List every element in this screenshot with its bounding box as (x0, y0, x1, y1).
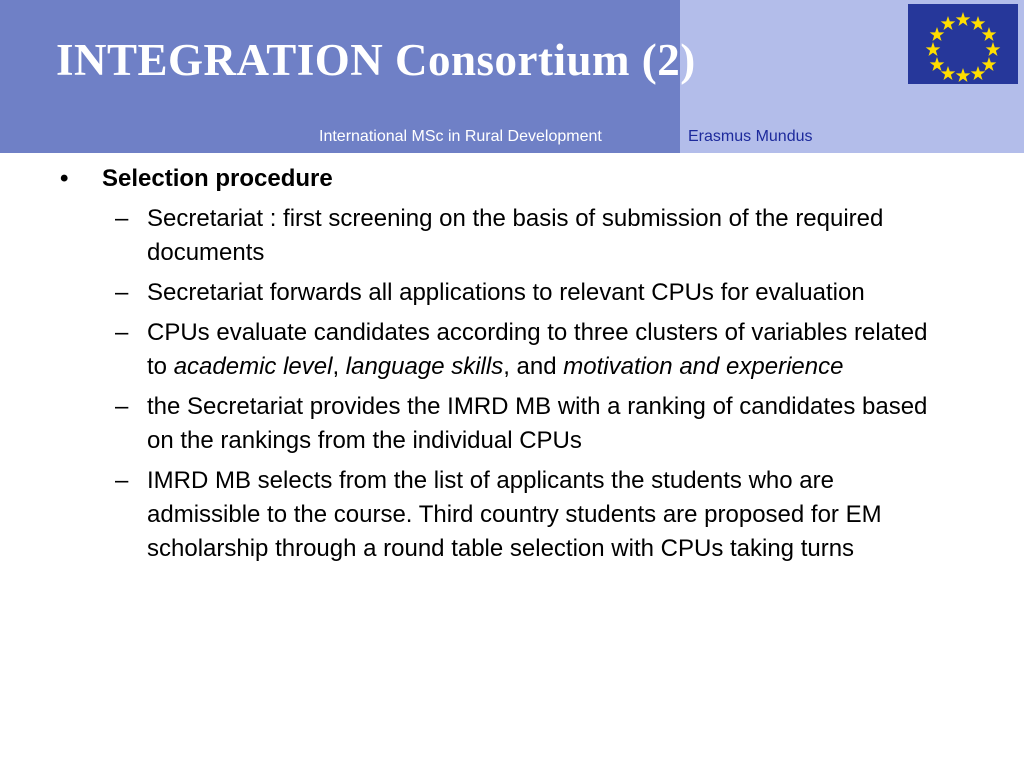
slide-body (60, 162, 960, 566)
emphasis-language-skills: language skills (345, 353, 504, 380)
sub-bullet-text: Secretariat forwards all applications to relevant CPUs for evaluation (147, 279, 865, 306)
eu-stars-icon (908, 4, 1018, 84)
sub-bullet-text: the Secretariat provides the IMRD MB with a ranking of candidates based on the rankings from the individual CPUs (147, 393, 928, 454)
emphasis-academic-level: academic level (173, 353, 333, 380)
sub-bullet-5 (60, 464, 960, 566)
sub-bullet-4 (60, 390, 960, 458)
dash-icon: – (115, 467, 129, 494)
sub-bullet-text: IMRD MB selects from the list of applicants the students who are admissible to the course. Third country students are proposed for EM scholarship through a round table selection with CPUs taking turns (147, 467, 882, 562)
eu-flag-logo (908, 4, 1018, 84)
slide-title: INTEGRATION Consortium (2) (56, 35, 696, 85)
bullet-heading: Selection procedure (102, 165, 333, 192)
bullet-selection-procedure (60, 162, 960, 196)
text-separator: , (332, 353, 346, 380)
sub-bullet-text (147, 316, 947, 384)
sub-bullet-text: Secretariat : first screening on the basis of submission of the required documents (147, 205, 884, 266)
dash-icon: – (115, 205, 129, 232)
sub-bullet-3 (60, 316, 960, 384)
dash-icon: – (115, 393, 129, 420)
dash-icon: – (115, 279, 129, 306)
dash-icon: – (115, 319, 129, 346)
header-subtitle: International MSc in Rural Development (319, 128, 602, 145)
sub-bullet-1 (60, 202, 960, 270)
emphasis-motivation: motivation and experience (563, 353, 844, 380)
bullet-icon: • (60, 165, 69, 192)
text-part: CPUs evaluate candidates according to three clusters of variables related to (147, 319, 928, 380)
text-separator: , and (503, 353, 564, 380)
header-subtitle-erasmus: Erasmus Mundus (688, 128, 813, 145)
sub-bullet-2 (60, 276, 960, 310)
